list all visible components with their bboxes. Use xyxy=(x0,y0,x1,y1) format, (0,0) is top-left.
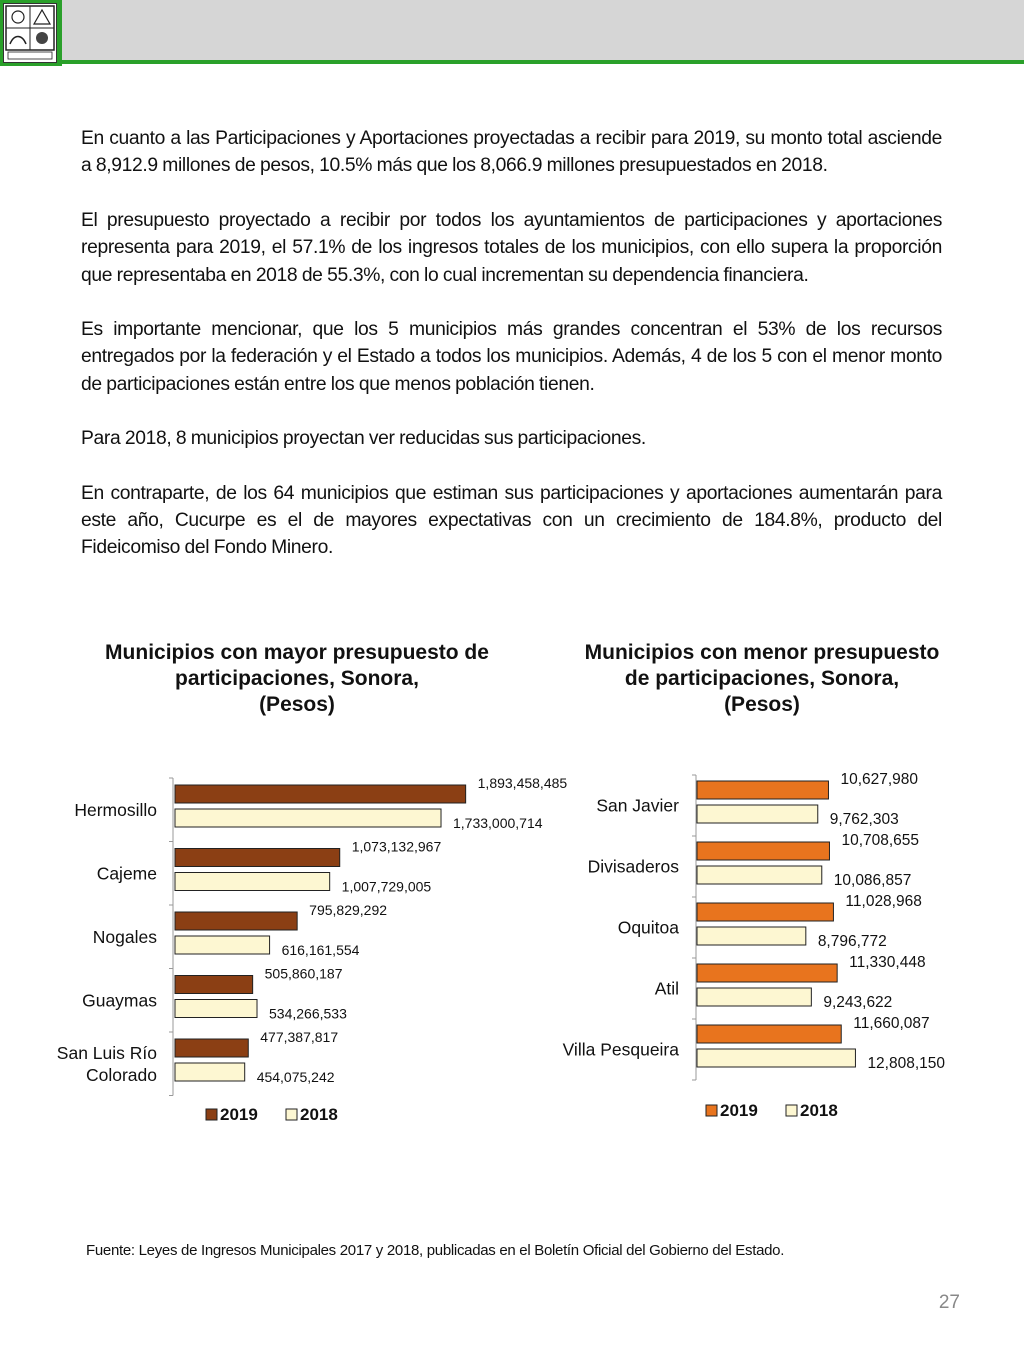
category-label: San Javier xyxy=(596,795,679,816)
legend-label: 2019 xyxy=(220,1105,258,1124)
chart-title-line: (Pesos) xyxy=(259,693,335,716)
bar-2019 xyxy=(697,842,829,860)
category-label: Guaymas xyxy=(82,990,157,1011)
data-label: 8,796,772 xyxy=(817,933,887,950)
bar-2019 xyxy=(697,964,837,982)
category-label: Oquitoa xyxy=(617,917,679,938)
data-label: 477,387,817 xyxy=(260,1029,339,1045)
legend-label: 2018 xyxy=(800,1101,838,1120)
bar-2018 xyxy=(697,988,811,1006)
bar-2019 xyxy=(175,976,253,994)
bar-2018 xyxy=(175,1000,257,1018)
bar-2018 xyxy=(697,1049,855,1067)
data-label: 12,808,150 xyxy=(867,1055,946,1072)
legend-label: 2019 xyxy=(720,1101,758,1120)
legend-swatch-2018 xyxy=(286,1109,297,1120)
bar-2019 xyxy=(175,849,340,867)
bar-2018 xyxy=(697,805,818,823)
data-label: 1,073,132,967 xyxy=(351,838,442,855)
bar-2019 xyxy=(697,903,833,921)
chart-title-line: de participaciones, Sonora, xyxy=(624,667,900,690)
category-label: San Luis Río xyxy=(56,1042,157,1063)
chart-title-line: (Pesos) xyxy=(724,693,800,716)
bar-2019 xyxy=(697,781,828,799)
data-label: 454,075,242 xyxy=(256,1069,335,1085)
data-label: 795,829,292 xyxy=(309,902,388,918)
data-label: 1,893,458,485 xyxy=(477,775,568,791)
category-label: Divisaderos xyxy=(587,856,679,877)
legend-label: 2018 xyxy=(300,1105,338,1124)
data-label: 616,161,554 xyxy=(281,942,360,958)
paragraph-2: El presupuesto proyectado a recibir por todos los ayuntamientos de participaciones y aportaciones representa para 2019, el 57.1% de los ingresos totales de los municipios, con ello supera la proporción que representaba en 2018 de 55.3%, con lo cual incrementan su dependencia financiera. xyxy=(81,209,942,286)
legend-swatch-2019 xyxy=(206,1109,217,1120)
paragraph-5: En contraparte, de los 64 municipios que estiman sus participaciones y aportaciones aumentarán para este año, Cucurpe es el de mayores expectativas con un crecimiento de 184.8%, producto del Fideicomiso del Fondo Minero. xyxy=(81,482,942,559)
data-label: 10,086,857 xyxy=(833,872,912,889)
data-label: 10,627,980 xyxy=(840,771,919,788)
chart-smallest xyxy=(563,771,946,1120)
data-label: 11,330,448 xyxy=(849,954,926,971)
bar-2019 xyxy=(697,1025,841,1043)
bar-2019 xyxy=(175,912,297,930)
bar-2018 xyxy=(697,866,822,884)
legend-swatch-2019 xyxy=(706,1105,717,1116)
chart-largest xyxy=(57,775,568,1124)
chart-title-line: Municipios con mayor presupuesto de xyxy=(105,641,489,664)
page-number: 27 xyxy=(938,1292,960,1313)
bar-2019 xyxy=(175,785,466,803)
category-label: Cajeme xyxy=(96,863,157,884)
category-label: Atil xyxy=(654,978,679,999)
data-label: 1,733,000,714 xyxy=(453,815,543,831)
bar-2019 xyxy=(175,1039,248,1057)
chart-title-line: Municipios con menor presupuesto xyxy=(584,641,940,664)
data-label: 505,860,187 xyxy=(264,965,343,982)
data-label: 534,266,533 xyxy=(269,1005,347,1022)
source-note: Fuente: Leyes de Ingresos Municipales 2017 y 2018, publicadas en el Boletín Oficial del Gobierno del Estado. xyxy=(86,1242,785,1259)
bar-2018 xyxy=(175,936,270,954)
data-label: 10,708,655 xyxy=(841,832,920,849)
paragraph-1: En cuanto a las Participaciones y Aportaciones proyectadas a recibir para 2019, su monto total asciende a 8,912.9 millones de pesos, 10.5% más que los 8,066.9 millones presupuestados en 2018. xyxy=(81,128,942,177)
bar-2018 xyxy=(175,809,441,827)
legend-swatch-2018 xyxy=(786,1105,797,1116)
bar-2018 xyxy=(175,1063,245,1081)
paragraph-3: Es importante mencionar, que los 5 municipios más grandes concentran el 53% de los recursos entregados por la federación y el Estado a todos los municipios. Además, 4 de los 5 con el menor monto de participaciones están entre los que menos población tienen. xyxy=(81,319,942,395)
data-label: 9,243,622 xyxy=(823,994,893,1011)
data-label: 9,762,303 xyxy=(829,811,899,828)
category-label: Colorado xyxy=(85,1064,157,1085)
bar-2018 xyxy=(697,927,806,945)
chart-title-line: participaciones, Sonora, xyxy=(175,667,419,690)
category-label: Hermosillo xyxy=(74,799,157,820)
bar-2018 xyxy=(175,873,330,891)
data-label: 11,028,968 xyxy=(845,893,922,910)
category-label: Villa Pesqueira xyxy=(562,1039,679,1060)
category-label: Nogales xyxy=(92,926,157,947)
data-label: 11,660,087 xyxy=(853,1015,930,1032)
data-label: 1,007,729,005 xyxy=(341,878,432,895)
paragraph-4: Para 2018, 8 municipios proyectan ver reducidas sus participaciones. xyxy=(81,428,646,450)
